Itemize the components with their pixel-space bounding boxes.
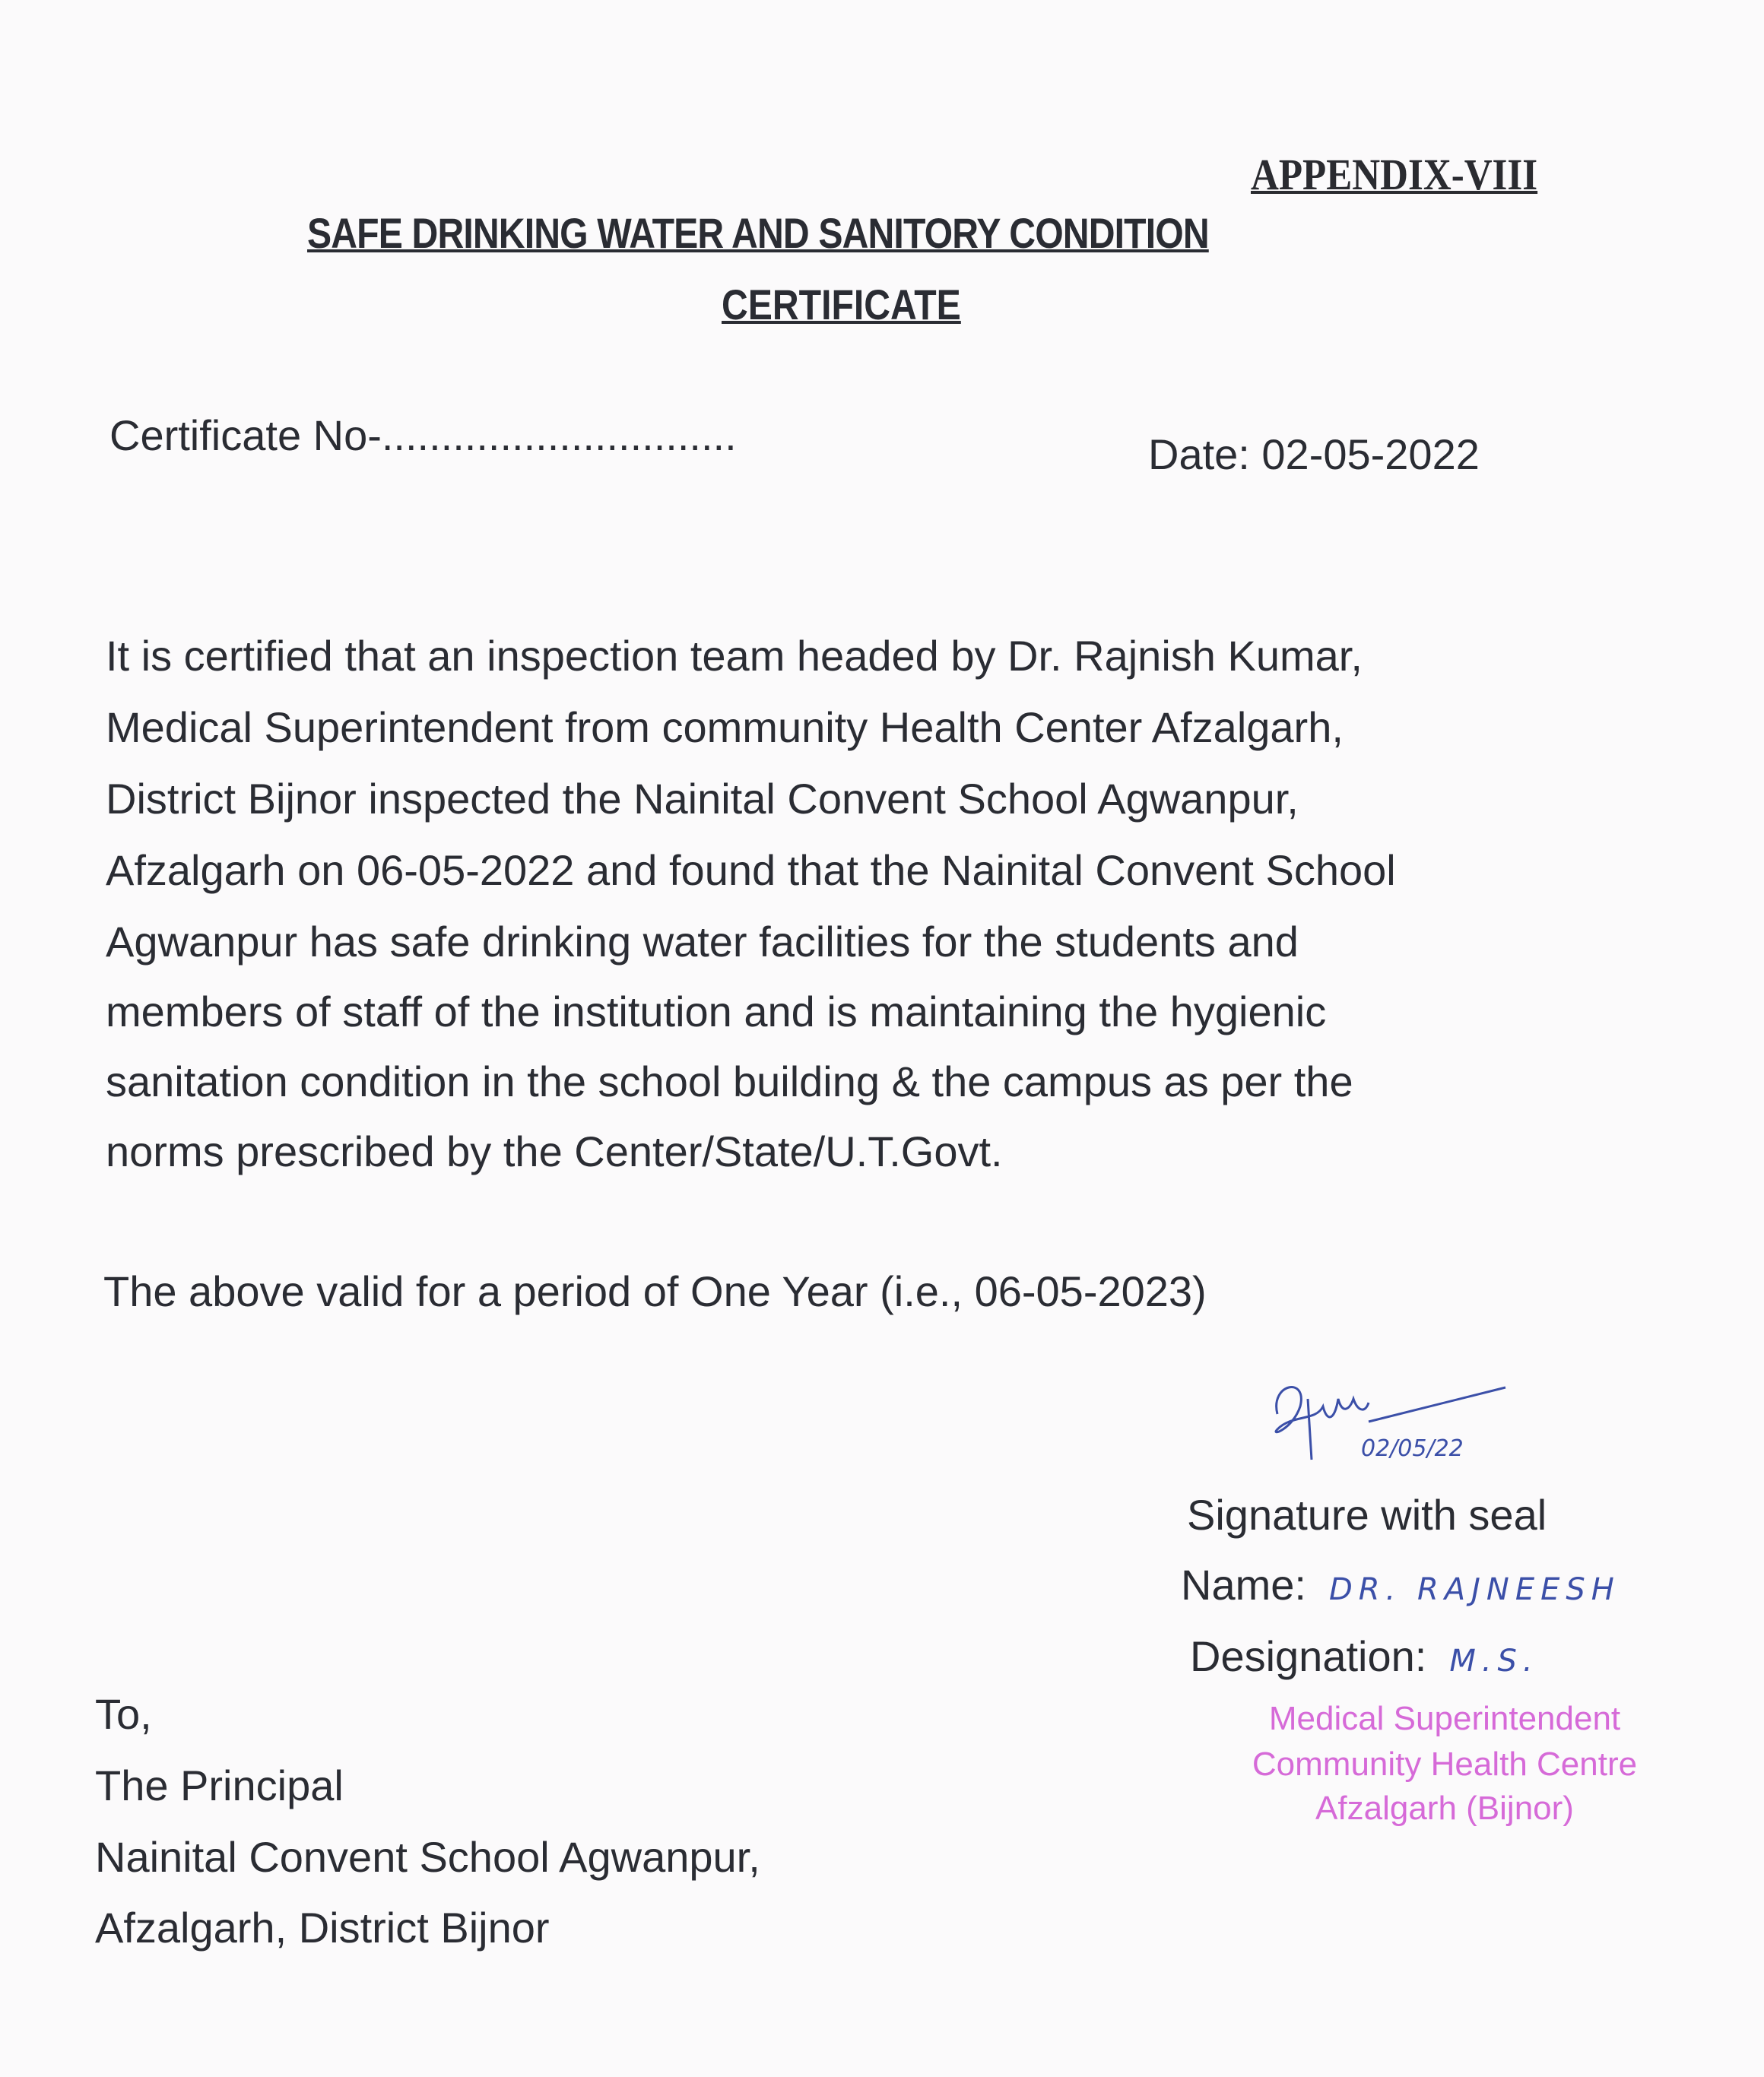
certificate-number: Certificate No-.............................. — [109, 411, 737, 459]
body-line: norms prescribed by the Center/State/U.T.Govt. — [106, 1127, 1003, 1175]
signature-label: Signature with seal — [1187, 1491, 1547, 1539]
stamp-line: Community Health Centre — [1252, 1746, 1638, 1783]
addressee-line: Nainital Convent School Agwanpur, — [95, 1833, 760, 1881]
addressee-line: The Principal — [95, 1761, 344, 1809]
body-line: sanitation condition in the school building & the campus as per the — [106, 1058, 1353, 1105]
stamp-line: Afzalgarh (Bijnor) — [1315, 1790, 1574, 1827]
addressee-line: Afzalgarh, District Bijnor — [95, 1904, 550, 1952]
signature-date: 02/05/22 — [1361, 1435, 1464, 1462]
body-line: Medical Superintendent from community Health Center Afzalgarh, — [106, 703, 1344, 751]
stamp-line: Medical Superintendent — [1268, 1700, 1621, 1737]
handwritten-signature — [1262, 1368, 1536, 1467]
appendix-label: APPENDIX-VIII — [1251, 150, 1538, 199]
validity-statement: The above valid for a period of One Year (i.e., 06-05-2023) — [103, 1267, 1207, 1315]
body-line: Agwanpur has safe drinking water facilities for the students and — [106, 918, 1299, 966]
body-line: members of staff of the institution and is maintaining the hygienic — [106, 988, 1327, 1035]
body-line: It is certified that an inspection team headed by Dr. Rajnish Kumar, — [106, 632, 1363, 680]
body-line: Afzalgarh on 06-05-2022 and found that the Nainital Convent School — [106, 846, 1396, 894]
designation-label: Designation: — [1190, 1632, 1427, 1680]
certificate-date: Date: 02-05-2022 — [1148, 430, 1480, 478]
name-value: DR. RAJNEESH — [1328, 1572, 1620, 1607]
certificate-title: SAFE DRINKING WATER AND SANITORY CONDITION — [307, 209, 1209, 257]
certificate-subtitle: CERTIFICATE — [722, 281, 961, 328]
name-label: Name: — [1181, 1561, 1306, 1609]
designation-field — [1190, 1631, 1539, 1681]
addressee-line: To, — [95, 1690, 152, 1738]
designation-value: M.S. — [1449, 1644, 1539, 1679]
body-line: District Bijnor inspected the Nainital Convent School Agwanpur, — [106, 775, 1299, 823]
name-field — [1181, 1560, 1620, 1609]
